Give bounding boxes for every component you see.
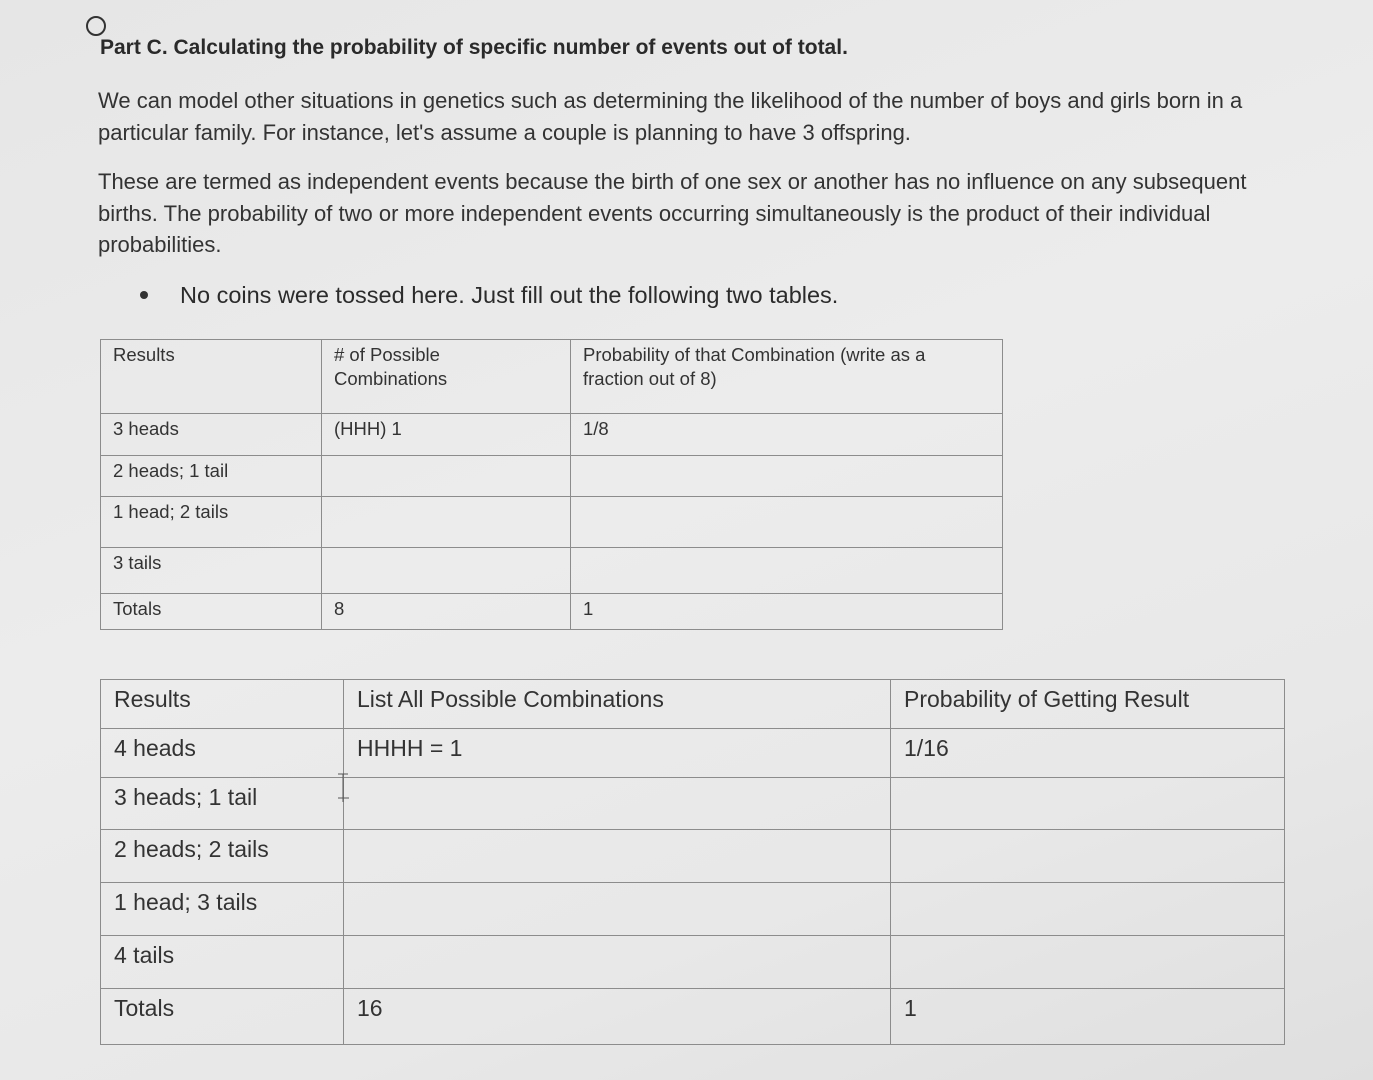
result-cell: 3 heads; 1 tail <box>101 778 344 830</box>
probability-cell[interactable] <box>571 497 1003 548</box>
result-cell: 2 heads; 2 tails <box>101 830 344 883</box>
table-header-row <box>101 340 1003 414</box>
header-all-combinations: List All Possible Combinations <box>344 680 891 729</box>
result-cell: 2 heads; 1 tail <box>101 456 322 497</box>
header-probability: Probability of Getting Result <box>891 680 1285 729</box>
stray-pen-mark-icon <box>336 772 350 804</box>
table-row <box>101 778 1285 830</box>
section-title: Part C. Calculating the probability of specific number of events out of total. <box>100 36 848 59</box>
result-cell: 4 tails <box>101 936 344 989</box>
combinations-cell[interactable]: (HHH) 1 <box>322 414 571 456</box>
table-row <box>101 456 1003 497</box>
combinations-cell[interactable] <box>344 830 891 883</box>
table-row <box>101 414 1003 456</box>
table-row <box>101 830 1285 883</box>
combinations-total-cell[interactable]: 8 <box>322 594 571 630</box>
combinations-cell[interactable] <box>322 548 571 594</box>
bullet-icon <box>140 291 148 299</box>
combinations-cell[interactable] <box>322 497 571 548</box>
probability-total-cell[interactable]: 1 <box>571 594 1003 630</box>
table-row <box>101 936 1285 989</box>
result-cell: 1 head; 2 tails <box>101 497 322 548</box>
totals-row <box>101 989 1285 1045</box>
instruction-bullet <box>140 282 838 309</box>
table-row <box>101 497 1003 548</box>
combinations-cell[interactable] <box>344 778 891 830</box>
handwritten-circle-mark <box>86 16 106 36</box>
result-cell: 3 tails <box>101 548 322 594</box>
table-row <box>101 883 1285 936</box>
probability-cell[interactable]: 1/16 <box>891 729 1285 778</box>
result-cell: 3 heads <box>101 414 322 456</box>
probability-cell[interactable] <box>891 936 1285 989</box>
intro-paragraph: We can model other situations in genetics such as determining the likelihood of the number of boys and girls born in a particular family. For instance, let's assume a couple is planning to have 3 offspring. <box>98 88 1243 145</box>
probability-cell[interactable] <box>891 830 1285 883</box>
result-cell: Totals <box>101 594 322 630</box>
header-possible-combinations: # of Possible Combinations <box>322 340 571 414</box>
header-results: Results <box>101 680 344 729</box>
combinations-cell[interactable] <box>344 883 891 936</box>
combinations-cell[interactable] <box>344 936 891 989</box>
combinations-total-cell[interactable]: 16 <box>344 989 891 1045</box>
combinations-cell[interactable] <box>322 456 571 497</box>
header-results: Results <box>101 340 322 414</box>
instruction-text: No coins were tossed here. Just fill out the following two tables. <box>180 282 839 308</box>
probability-total-cell[interactable]: 1 <box>891 989 1285 1045</box>
table-row <box>101 729 1285 778</box>
independent-events-paragraph: These are termed as independent events because the birth of one sex or another has no influence on any subsequent births. The probability of two or more independent events occurring simultaneously is the product of their individual probabilities. <box>98 169 1247 257</box>
four-toss-table <box>100 679 1285 1045</box>
result-cell: Totals <box>101 989 344 1045</box>
header-probability: Probability of that Combination (write as a fraction out of 8) <box>571 340 1003 414</box>
probability-cell[interactable] <box>571 456 1003 497</box>
probability-cell[interactable] <box>891 778 1285 830</box>
result-cell: 1 head; 3 tails <box>101 883 344 936</box>
combinations-cell[interactable]: HHHH = 1 <box>344 729 891 778</box>
three-toss-table <box>100 339 1003 630</box>
totals-row <box>101 594 1003 630</box>
probability-cell[interactable]: 1/8 <box>571 414 1003 456</box>
probability-cell[interactable] <box>571 548 1003 594</box>
table-header-row <box>101 680 1285 729</box>
result-cell: 4 heads <box>101 729 344 778</box>
probability-cell[interactable] <box>891 883 1285 936</box>
table-row <box>101 548 1003 594</box>
